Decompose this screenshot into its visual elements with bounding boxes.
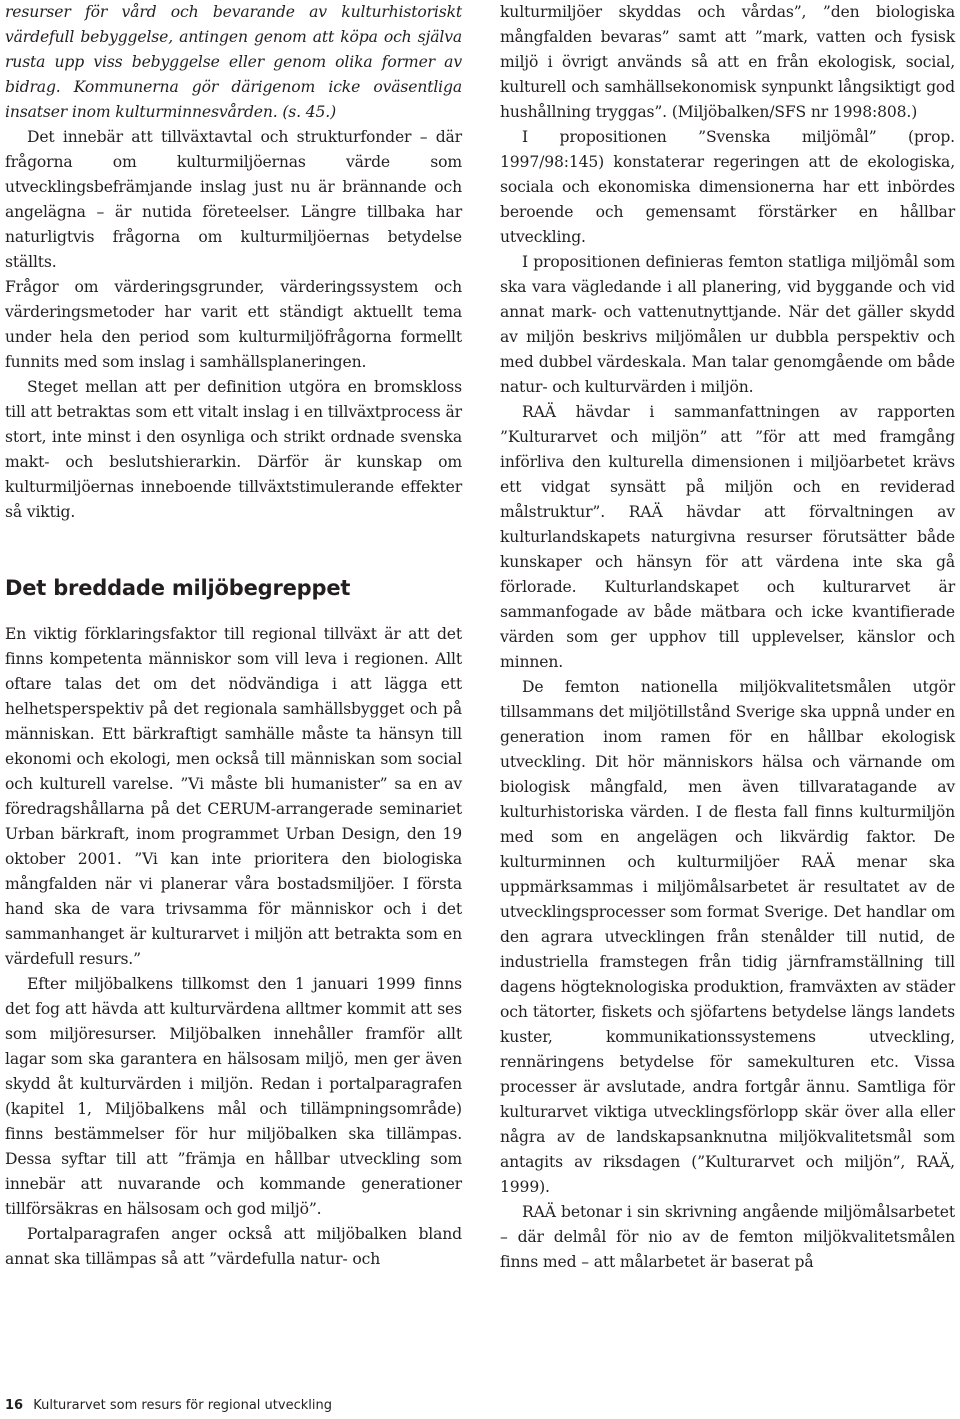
paragraph-brake-to-vital: Steget mellan att per definition utgöra en bromskloss till att betraktas som ett vitalt inslag i en tillväxtprocess är stort, inte minst i den osynliga och strikt ordnade svenska makt- och beslutshierarkin. Därför är kunskap om kulturmiljöernas inneboende tillväxtstimulerande effekter så viktig. [5,378,462,521]
paragraph-explanatory-factor: En viktig förklaringsfaktor till regional tillväxt är att det finns kompetenta människor som vill leva i regionen. Allt oftare talas det om det nödvändiga i att lägga ett helhetsperspektiv på det regionala samhällsbygget och på människan. Ett bärkraftigt samhälle måste ta hänsyn till ekonomi och ekologi, men också till människan som social och kulturell varelse. ”Vi måste bli humanister” sa en av föredragshållarna på det CERUM-arrangerade seminariet Urban bärkraft, inom programmet Urban Design, den 19 oktober 2001. ”Vi kan inte prioritera den biologiska mångfalden när vi planerar våra bostadsmiljöer. I första hand ska de vara trivsamma för människor och i det sammanhanget är kulturarvet i miljön att betrakta som en värdefull resurs.” [5,625,462,968]
paragraph-swedish-env-goals: I propositionen ”Svenska miljömål” (prop. 1997/98:145) konstaterar regeringen att de ekologiska, sociala och ekonomiska dimensionerna har ett inbördes beroende och gemensamt förstärker en hållbar utveckling. [500,128,955,246]
paragraph-valuation: Frågor om värderingsgrunder, värderingssystem och värderingsmetoder har varit ett ständigt aktuellt tema under hela den period som kulturmiljöfrågorna formellt funnits med som inslag i samhällsplaneringen. [5,278,462,371]
paragraph-fifteen-goals: I propositionen definieras femton statliga miljömål som ska vara vägledande i all planering, vid byggande och vid annat mark- och vattenutnyttjande. När det gäller skydd av miljön beskrivs miljömålen ur dubbla perspektiv och med dubbel värdeskala. Man talar genomgående om både natur- och kulturvärden i miljön. [500,253,955,396]
running-title: Kulturarvet som resurs för regional utveckling [33,1398,332,1413]
paragraph-portal-clause: Portalparagrafen anger också att miljöbalken bland annat ska tillämpas så att ”värdefulla natur- och [5,1225,462,1268]
paragraph-national-quality-goals: De femton nationella miljökvalitetsmålen utgör tillsammans det miljötillstånd Sverige ska uppnå under en generation inom ramen för en hållbar ekologisk utveckling. Dit hör människors hälsa och värnande om biologisk mångfald, men även tillvaratagande av kulturhistoriska värden. I de flesta fall finns kulturmiljön med som en angelägen och likvärdig faktor. De kulturminnen och kulturmiljöer RAÄ menar ska uppmärksammas i miljömålsarbetet är resultatet av de utvecklingsprocesser som format Sverige. Det handlar om den agrara utvecklingen från stenålder till nutid, de industriella framstegen från tidig järnframställning till dagens högteknologiska produktion, framväxten av städer och tätorter, fiskets och sjöfartens betydelse längs landets kuster, kommunikationssystemens utveckling, rennäringens betydelse för samekulturen etc. Vissa processer är avslutade, andra fortgår ännu. Samtliga för kulturarvet viktiga utvecklingsförlopp skär över alla eller några av de landskapsanknutna miljökvalitetsmål som antagits av riksdagen (”Kulturarvet och miljön”, RAÄ, 1999). [500,678,955,1196]
section-heading: Det breddade miljöbegreppet [5,576,351,600]
paragraph-raa-summary: RAÄ hävdar i sammanfattningen av rapporten ”Kulturarvet och miljön” att ”för att med framgång införliva den kulturella dimensionen i miljöarbetet krävs ett vidgat synsätt på miljön och en reviderad målstruktur”. RAÄ hävdar att förvaltningen av kulturlandskapets naturgivna resurser förutsätter både kunskaper och hänsyn för att värdena inte ska gå förlorade. Kulturlandskapet och kulturarvet är sammanfogade av både mätbara och icke kvantifierade värden som ger upphov till upplevelser, känslor och minnen. [500,403,955,671]
paragraph-cultural-environments: kulturmiljöer skyddas och vårdas”, ”den biologiska mångfalden bevaras” samt att ”mark, vatten och fysisk miljö i övrigt används så att en från ekologisk, social, kulturell och samhällsekonomisk synpunkt långsiktigt god hushållning tryggas”. (Miljöbalken/SFS nr 1998:808.) [500,3,955,121]
right-column [500,0,955,1275]
page-number: 16 [5,1398,24,1413]
paragraph-raa-emphasis: RAÄ betonar i sin skrivning angående miljömålsarbetet – där delmål för nio av de femton miljökvalitetsmålen finns med – att målarbetet är baserat på [500,1203,955,1271]
paragraph-environmental-code: Efter miljöbalkens tillkomst den 1 januari 1999 finns det fog att hävda att kulturvärdena alltmer kommit att ses som miljöresurser. Miljöbalken innehåller framför allt lagar som ska garantera en hälsosam miljö, men ger även skydd åt kulturvärden i miljön. Redan i portalparagrafen (kapitel 1, Miljöbalkens mål och tillämpningsområde) finns bestämmelser för hur miljöbalken ska tillämpas. Dessa syftar till att ”främja en hållbar utveckling som innebär att nuvarande och kommande generationer tillförsäkras en hälsosam och god miljö”. [5,975,462,1218]
page-footer [5,1397,332,1415]
paragraph-intro-quote: resurser för vård och bevarande av kulturhistoriskt värdefull bebyggelse, antingen genom att köpa och själva rusta upp viss bebyggelse eller genom olika former av bidrag. Kommunerna gör därigenom icke oväsentliga insatser inom kulturminnesvården. (s. 45.) [5,3,462,121]
left-column [5,0,462,1272]
paragraph-growth-agreements: Det innebär att tillväxtavtal och strukturfonder – där frågorna om kulturmiljöernas värde som utvecklingsbefrämjande inslag just nu är brännande och angelägna – är nutida företeelser. Längre tillbaka har naturligtvis frågorna om kulturmiljöernas betydelse ställts. [5,128,462,271]
